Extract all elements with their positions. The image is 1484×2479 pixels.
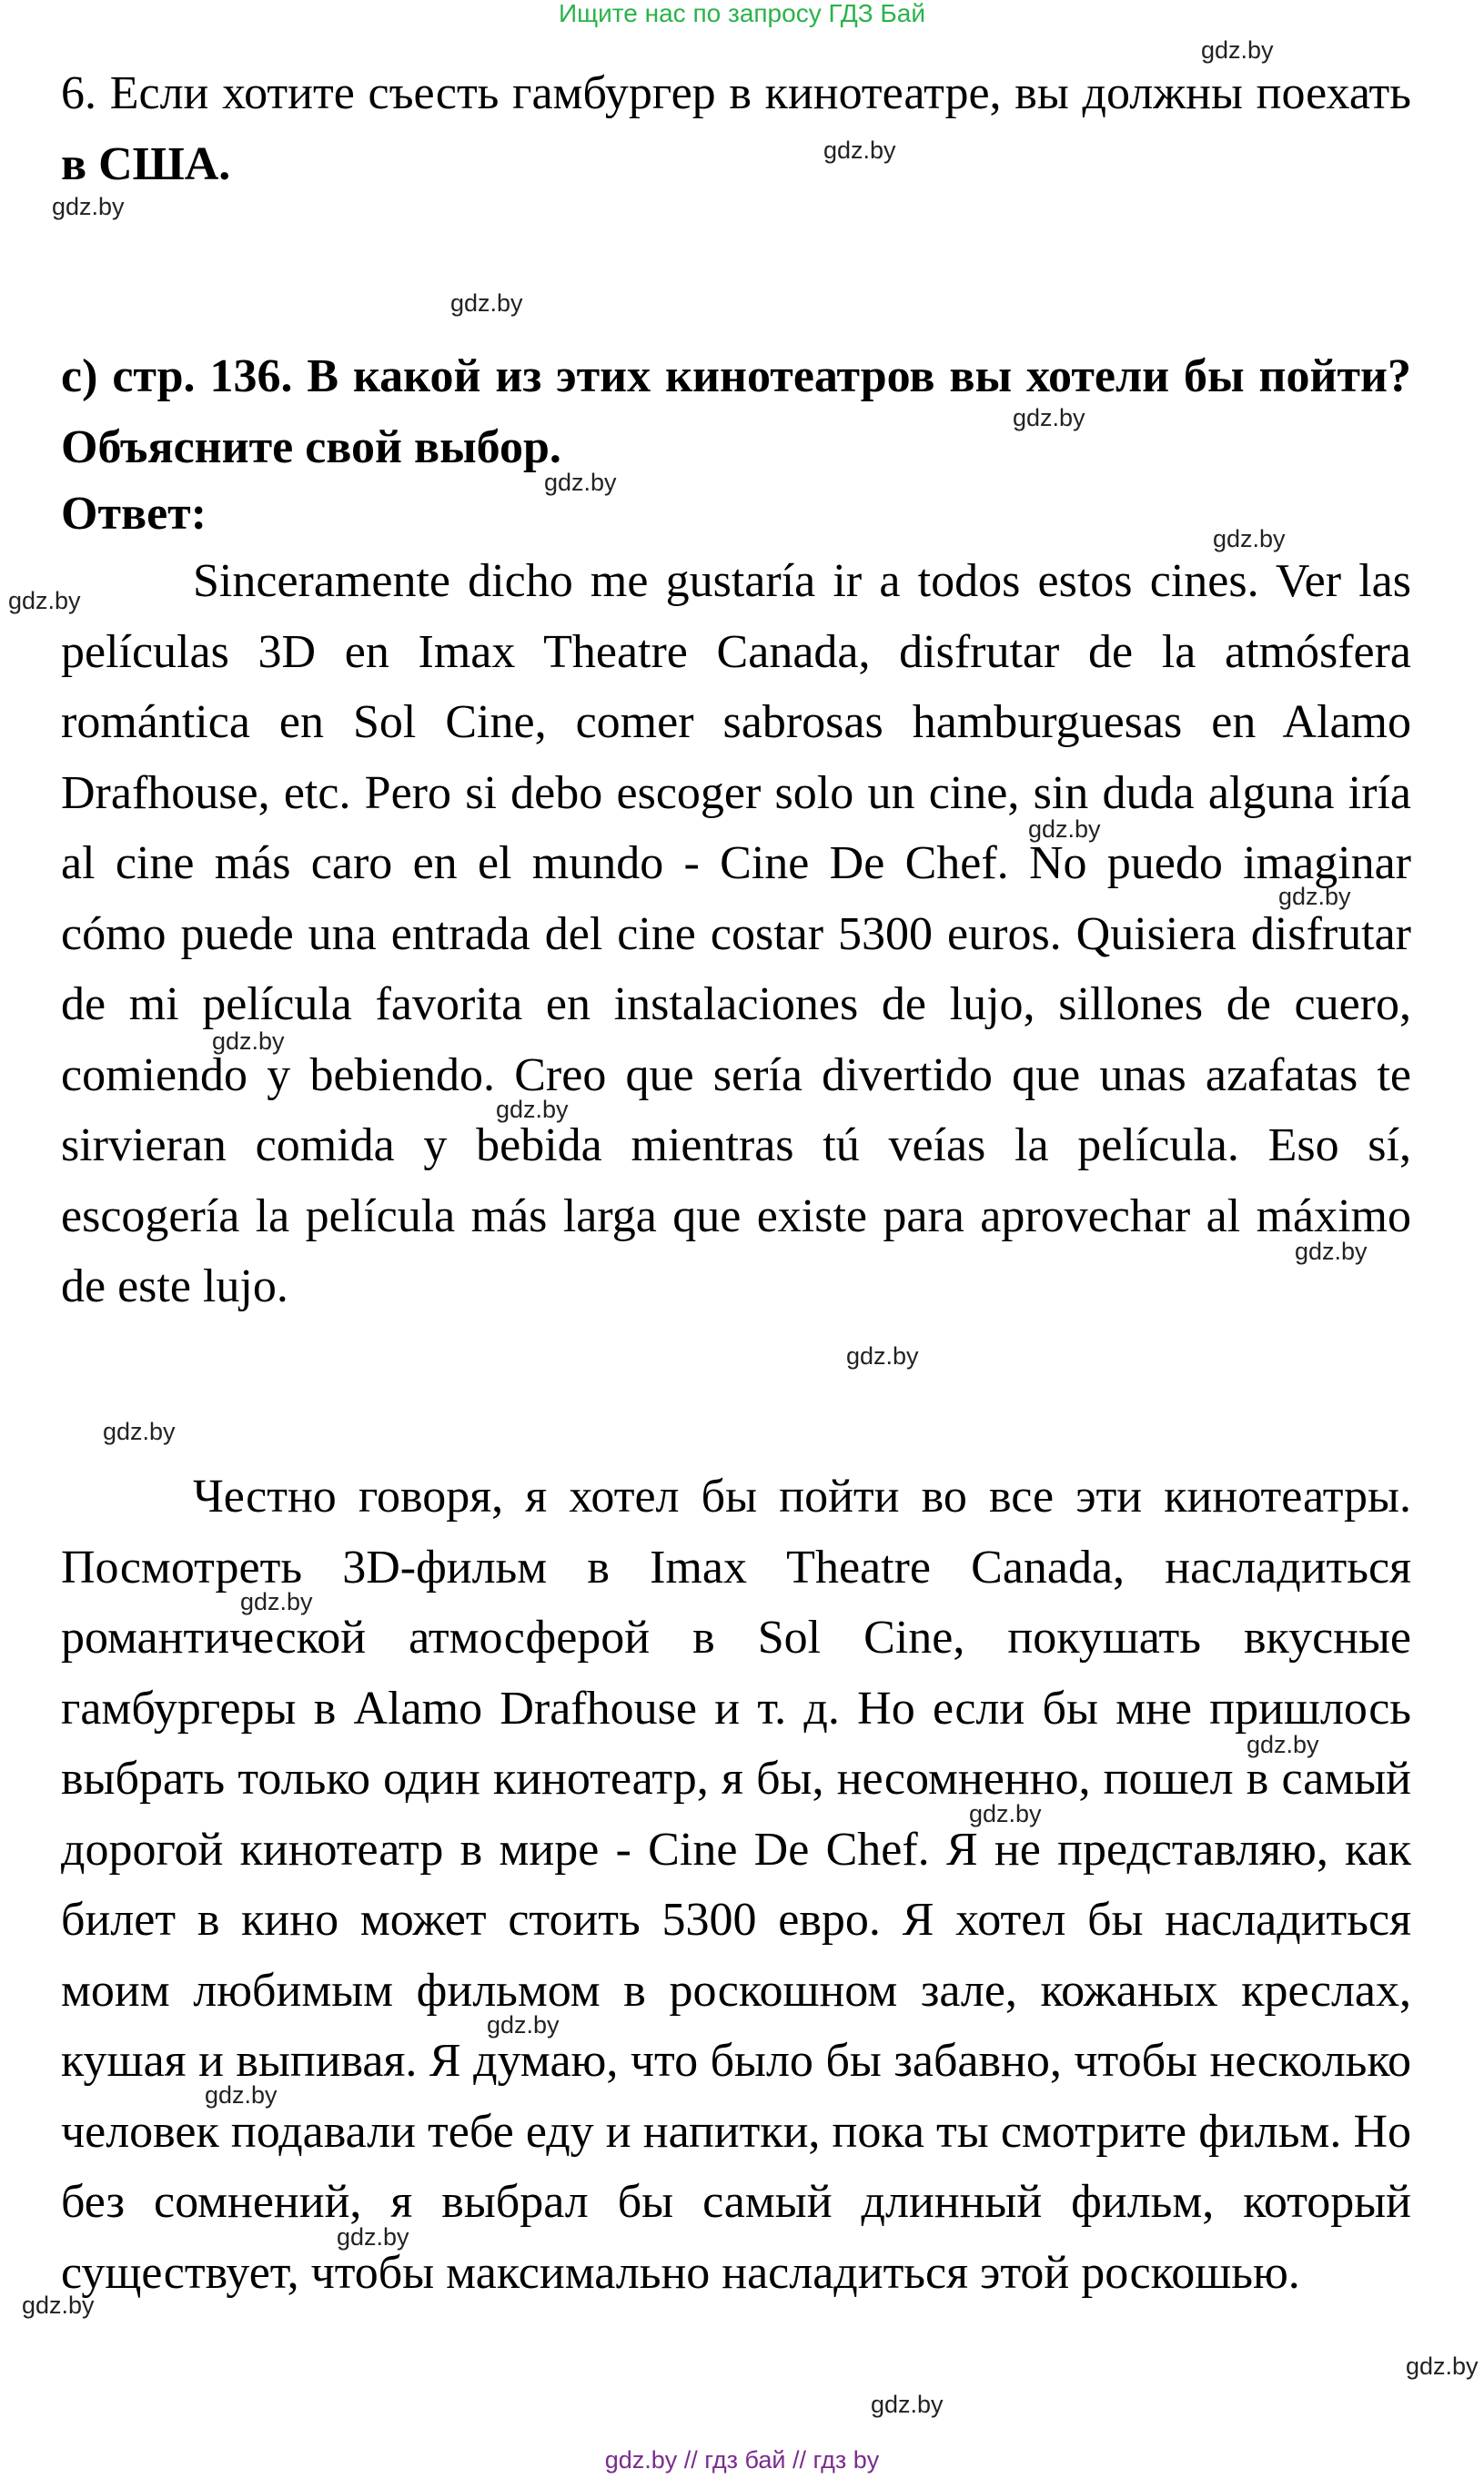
watermark: gdz.by: [240, 1588, 313, 1615]
watermark: gdz.by: [205, 2081, 278, 2109]
question-heading: c) стр. 136. В какой из этих кинотеатров вы хотели бы пойти? Объясните свой выбор.: [61, 350, 1411, 473]
watermark: gdz.by: [871, 2391, 944, 2418]
watermark: gdz.by: [1295, 1238, 1368, 1265]
watermark: gdz.by: [22, 2292, 95, 2319]
watermark: gdz.by: [1247, 1731, 1319, 1758]
bottom-banner[interactable]: gdz.by // гдз бай // гдз by: [604, 2446, 880, 2474]
watermark: gdz.by: [1213, 525, 1286, 552]
watermark: gdz.by: [1406, 2353, 1479, 2380]
watermark: gdz.by: [846, 1342, 919, 1370]
watermark: gdz.by: [8, 587, 81, 614]
paragraph-spanish: Sinceramente dicho me gustaría ir a todos estos cines. Ver las películas 3D en Imax Theatre Canada, disfrutar de la atmósfera romántica en Sol Cine, comer sabrosas hamburguesas en Alamo Drafhouse, etc. Pero si debo escoger solo un cine, sin duda alguna iría al cine más caro en el mundo - Cine De Chef. No puedo imaginar cómo puede una entrada del cine costar 5300 euros. Quisiera disfrutar de mi película favorita en instalaciones de lujo, sillones de cuero, comiendo y bebiendo. Creo que sería divertido que unas azafatas te sirvieran comida y bebida mientras tú veías la película. Eso sí, escogería la película más larga que existe para aprovechar al máximo de este lujo.: [61, 555, 1411, 1312]
watermark: gdz.by: [212, 1027, 285, 1055]
answer-label: Ответ:: [61, 488, 207, 540]
watermark: gdz.by: [1278, 883, 1351, 910]
watermark: gdz.by: [487, 2011, 560, 2039]
watermark: gdz.by: [1028, 815, 1101, 843]
watermark: gdz.by: [337, 2223, 409, 2251]
item-6-text: 6. Если хотите съесть гамбургер в кинотеатре, вы должны поехать: [61, 67, 1411, 119]
watermark: gdz.by: [496, 1096, 569, 1123]
watermark: gdz.by: [450, 289, 523, 317]
watermark: gdz.by: [52, 193, 125, 220]
watermark: gdz.by: [823, 137, 896, 164]
watermark: gdz.by: [103, 1418, 176, 1445]
top-banner[interactable]: Ищите нас по запросу ГДЗ Бай: [558, 0, 926, 27]
watermark: gdz.by: [1201, 36, 1274, 64]
watermark: gdz.by: [969, 1800, 1042, 1827]
paragraph-russian: Честно говоря, я хотел бы пойти во все эти кинотеатры. Посмотреть 3D-фильм в Imax Theatre Canada, насладиться романтической атмосферой в Sol Cine, покушать вкусные гамбургеры в Alamo Drafhouse и т. д. Но если бы мне пришлось выбрать только один кинотеатр, я бы, несомненно, пошел в самый дорогой кинотеатр в мире - Cine De Chef. Я не представляю, как билет в кино может стоить 5300 евро. Я хотел бы насладиться моим любимым фильмом в роскошном зале, кожаных креслах, кушая и выпивая. Я думаю, что было бы забавно, чтобы несколько человек подавали тебе еду и напитки, пока ты смотрите фильм. Но без сомнений, я выбрал бы самый длинный фильм, который существует, чтобы максимально насладиться этой роскошью.: [61, 1471, 1411, 2299]
watermark: gdz.by: [1013, 404, 1085, 431]
item-6-bold: в США.: [61, 137, 231, 190]
item-6: [61, 58, 1411, 199]
watermark: gdz.by: [544, 469, 617, 496]
